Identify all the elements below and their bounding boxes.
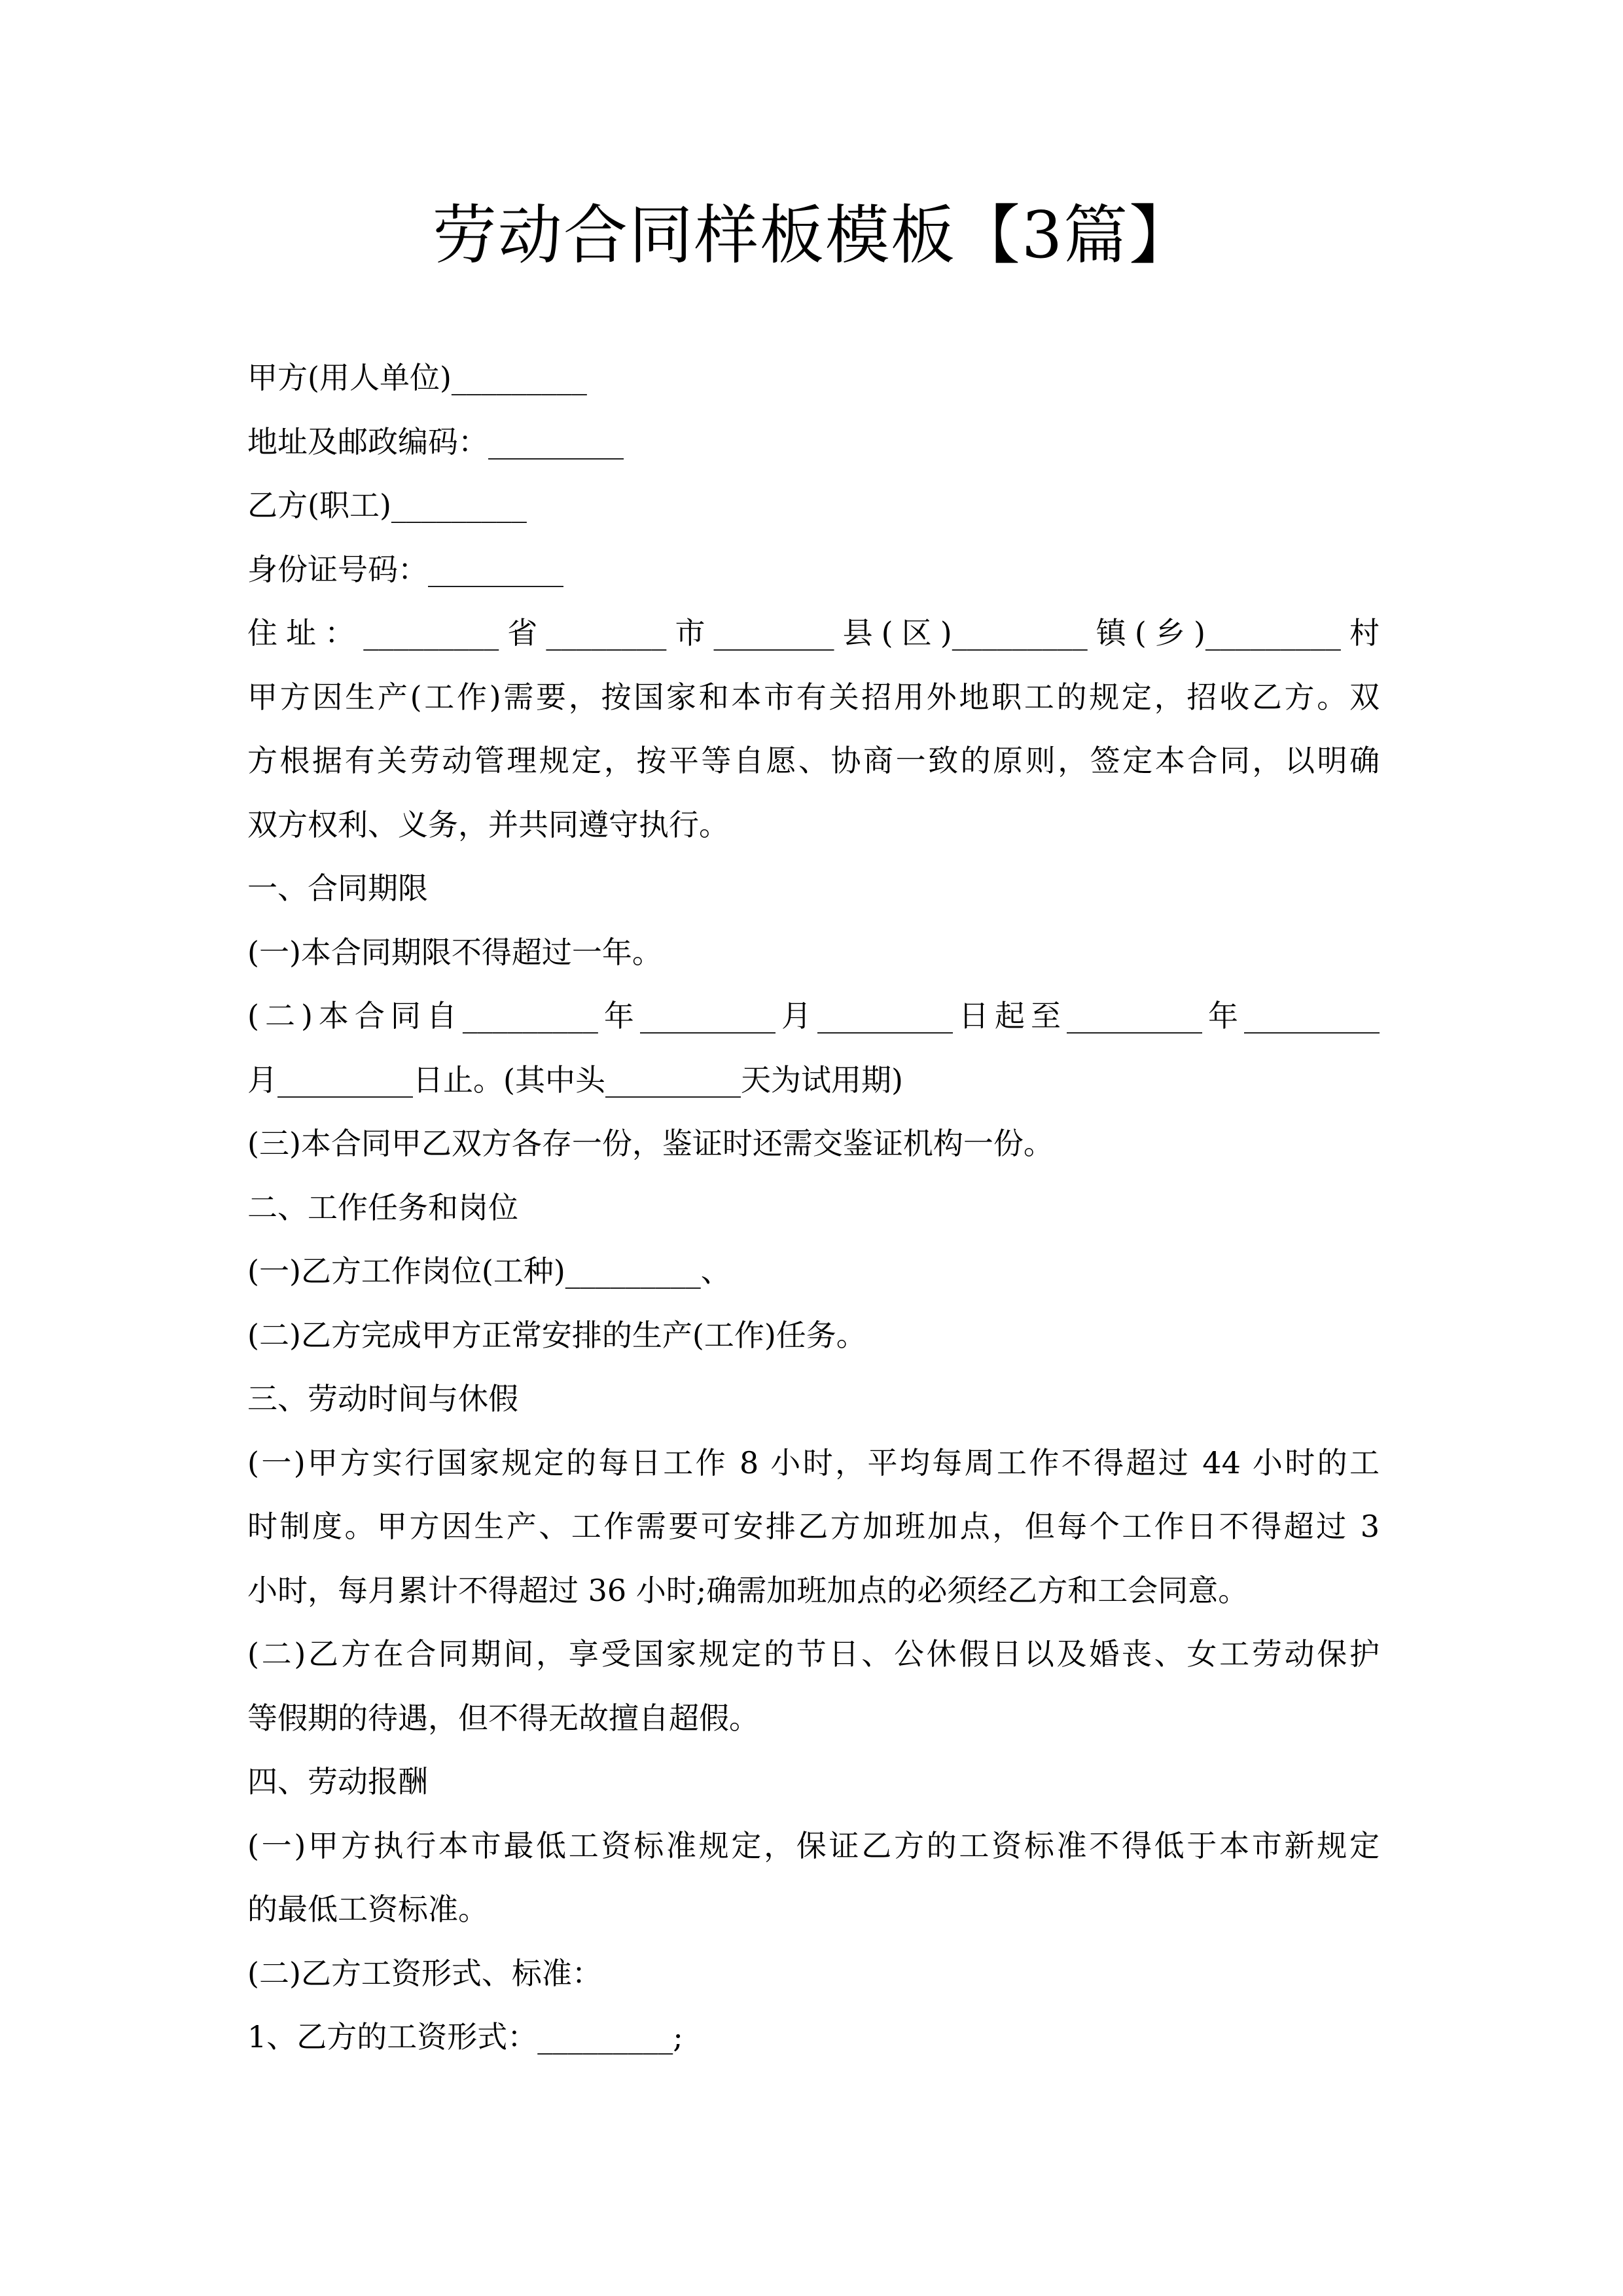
duties-clause-1: (一)乙方工作岗位(工种)_________、: [247, 1253, 731, 1289]
hours-clause-1-line-1: (一)甲方实行国家规定的每日工作 8 小时，平均每周工作不得超过 44 小时的工: [247, 1444, 1380, 1480]
section-heading-hours: 三、劳动时间与休假: [247, 1381, 518, 1416]
section-heading-duties: 二、工作任务和岗位: [247, 1189, 518, 1225]
term-clause-2-line-2: 月_________日止。(其中头_________天为试用期): [247, 1062, 903, 1098]
document-body: [247, 346, 1380, 2070]
residence-line: 住址：_________省________市________县(区)_________镇(乡)_________村: [247, 615, 1380, 651]
pay-form-line: 1、乙方的工资形式：_________;: [247, 2019, 683, 2054]
hours-clause-2-line-2: 等假期的待遇，但不得无故擅自超假。: [247, 1700, 759, 1736]
hours-clause-1-line-2: 时制度。甲方因生产、工作需要可安排乙方加班加点，但每个工作日不得超过 3: [247, 1509, 1380, 1544]
term-clause-3: (三)本合同甲乙双方各存一份，鉴证时还需交鉴证机构一份。: [247, 1126, 1054, 1161]
address-postcode-line: 地址及邮政编码：_________: [247, 423, 624, 459]
duties-clause-2: (二)乙方完成甲方正常安排的生产(工作)任务。: [247, 1317, 866, 1353]
preamble-line-3: 双方权利、义务，并共同遵守执行。: [247, 806, 729, 842]
preamble-line-1: 甲方因生产(工作)需要，按国家和本市有关招用外地职工的规定，招收乙方。双: [247, 679, 1380, 715]
hours-clause-1-line-3: 小时，每月累计不得超过 36 小时;确需加班加点的必须经乙方和工会同意。: [247, 1572, 1249, 1608]
document-page: [247, 0, 1380, 2296]
hours-clause-2-line-1: (二)乙方在合同期间，享受国家规定的节日、公休假日以及婚丧、女工劳动保护: [247, 1636, 1380, 1672]
id-number-line: 身份证号码：_________: [247, 551, 563, 587]
term-clause-1: (一)本合同期限不得超过一年。: [247, 934, 662, 970]
preamble-line-2: 方根据有关劳动管理规定，按平等自愿、协商一致的原则，签定本合同，以明确: [247, 743, 1380, 778]
party-b-line: 乙方(职工)_________: [247, 488, 527, 523]
section-heading-pay: 四、劳动报酬: [247, 1764, 428, 1799]
document-title: 劳动合同样板模板【3篇】: [432, 198, 1195, 273]
pay-clause-1-line-2: 的最低工资标准。: [247, 1892, 488, 1927]
section-heading-term: 一、合同期限: [247, 870, 428, 906]
term-clause-2-line-1: (二)本合同自_________年_________月_________日起至_________年_________: [247, 998, 1380, 1033]
pay-clause-2: (二)乙方工资形式、标准：: [247, 1955, 602, 1991]
pay-clause-1-line-1: (一)甲方执行本市最低工资标准规定，保证乙方的工资标准不得低于本市新规定: [247, 1827, 1380, 1863]
party-a-line: 甲方(用人单位)_________: [247, 360, 587, 395]
